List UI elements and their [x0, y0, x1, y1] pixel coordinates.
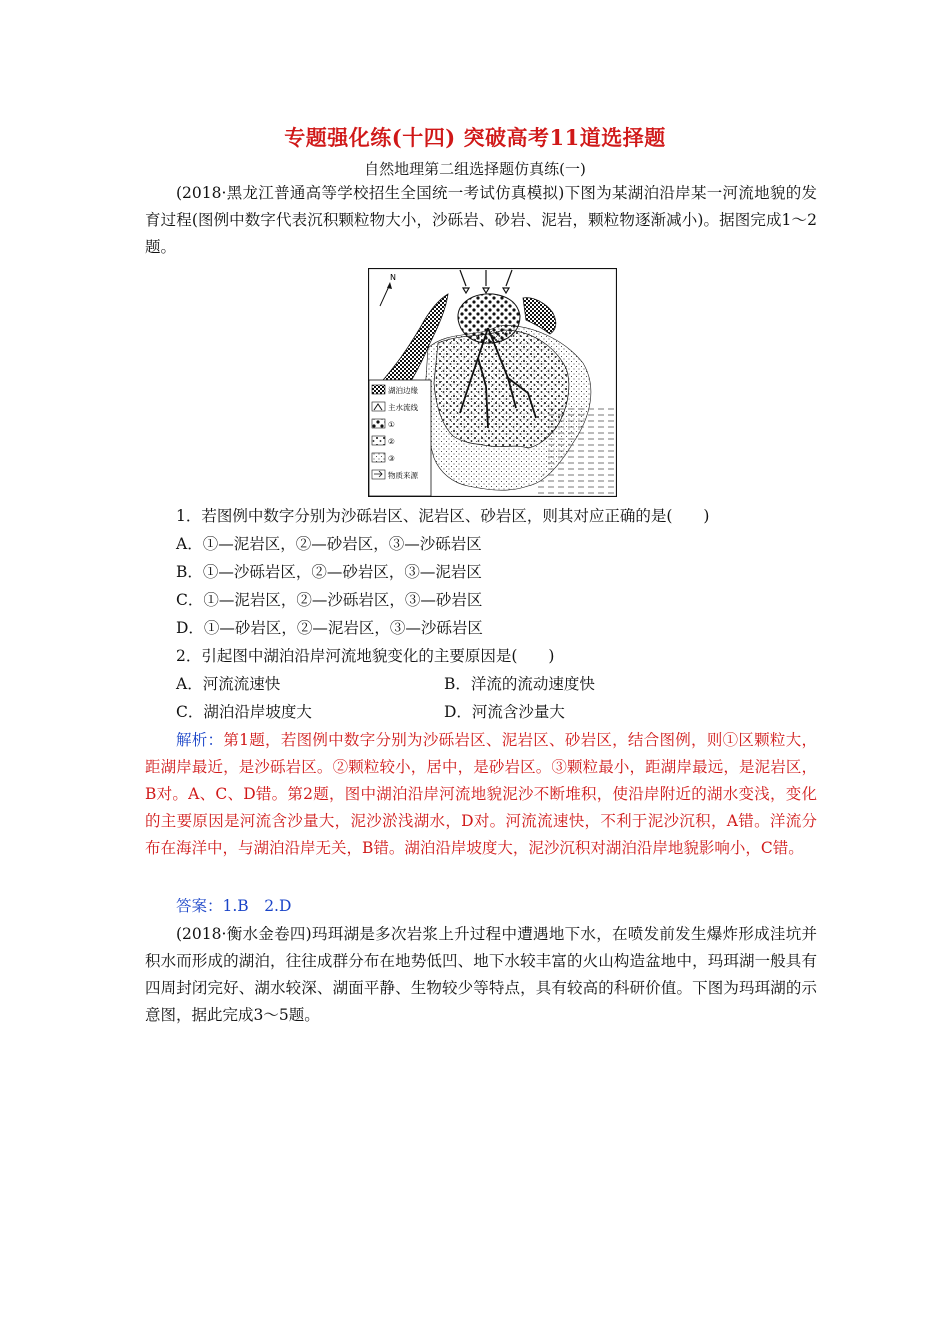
zone-1: [458, 294, 520, 343]
question-1-option-d: D．①—砂岩区，②—泥岩区，③—沙砾岩区: [176, 619, 483, 637]
question-2-option-c: C．湖泊沿岸坡度大: [176, 703, 312, 721]
legend: [369, 380, 431, 496]
answer-label: 答案：: [176, 897, 223, 915]
question-1-stem: 1．若图例中数字分别为沙砾岩区、泥岩区、砂岩区，则其对应正确的是( ): [176, 507, 710, 525]
north-label: N: [390, 273, 396, 282]
question-1-option-c: C．①—泥岩区，②—沙砾岩区，③—砂岩区: [176, 591, 483, 609]
intro-paragraph-2: (2018·衡水金卷四)玛珥湖是多次岩浆上升过程中遭遇地下水，在喷发前发生爆炸形成洼坑并积水而形成的湖泊，往往成群分布在地势低凹、地下水较丰富的火山构造盆地中，玛珥湖一般具有四周封闭完好、湖水较深、湖面平静、生物较少等特点，具有较高的科研价值。下图为玛珥湖的示意图，据此完成3～5题。: [145, 925, 817, 1024]
legend-lake-edge: 湖泊边缘: [388, 386, 418, 395]
legend-zone-2: ②: [388, 437, 395, 446]
analysis-label: 解析：: [176, 731, 224, 749]
page-subtitle: 自然地理第二组选择题仿真练(一): [364, 160, 586, 178]
legend-flow-line: 主水流线: [388, 403, 418, 412]
question-2-stem: 2．引起图中湖泊沿岸河流地貌变化的主要原因是( ): [176, 647, 555, 665]
analysis-paragraph: [145, 727, 817, 862]
question-2-option-b: B．洋流的流动速度快: [444, 675, 595, 693]
legend-zone-1: ①: [388, 420, 395, 429]
answer-line: [145, 893, 817, 920]
page-title: 专题强化练(十四) 突破高考11道选择题: [284, 125, 666, 150]
question-1-option-b: B．①—沙砾岩区，②—砂岩区，③—泥岩区: [176, 563, 482, 581]
legend-source: 物质来源: [388, 471, 418, 480]
legend-zone-3: ③: [388, 454, 395, 463]
question-2-option-d: D．河流含沙量大: [444, 703, 565, 721]
question-1-option-a: A．①—泥岩区，②—砂岩区，③—沙砾岩区: [176, 535, 482, 553]
zone-2: [434, 330, 569, 448]
analysis-text: 第1题，若图例中数字分别为沙砾岩区、泥岩区、砂岩区，结合图例，则①区颗粒大，距湖岸最近，是沙砾岩区。②颗粒较小，居中，是砂岩区。③颗粒最小，距湖岸最远，是泥岩区，B对。A、C、D错。第2题，图中湖泊沿岸河流地貌泥沙不断堆积，使沿岸附近的湖水变浅，变化的主要原因是河流含沙量大，泥沙淤浅湖水，D对。河流流速快，不利于泥沙沉积，A错。洋流分布在海洋中，与湖泊沿岸无关，B错。湖泊沿岸坡度大，泥沙沉积对湖泊沿岸地貌影响小，C错。: [145, 731, 817, 857]
intro-paragraph-1: (2018·黑龙江普通高等学校招生全国统一考试仿真模拟)下图为某湖泊沿岸某一河流地貌的发育过程(图例中数字代表沉积颗粒物大小，沙砾岩、砂岩、泥岩，颗粒物逐渐减小)。据图完成1～2题。: [145, 184, 817, 256]
lake-river-landform-figure: [368, 268, 617, 497]
question-2-option-a: A．河流流速快: [176, 675, 281, 693]
answer-text: 1.B 2.D: [222, 897, 292, 915]
